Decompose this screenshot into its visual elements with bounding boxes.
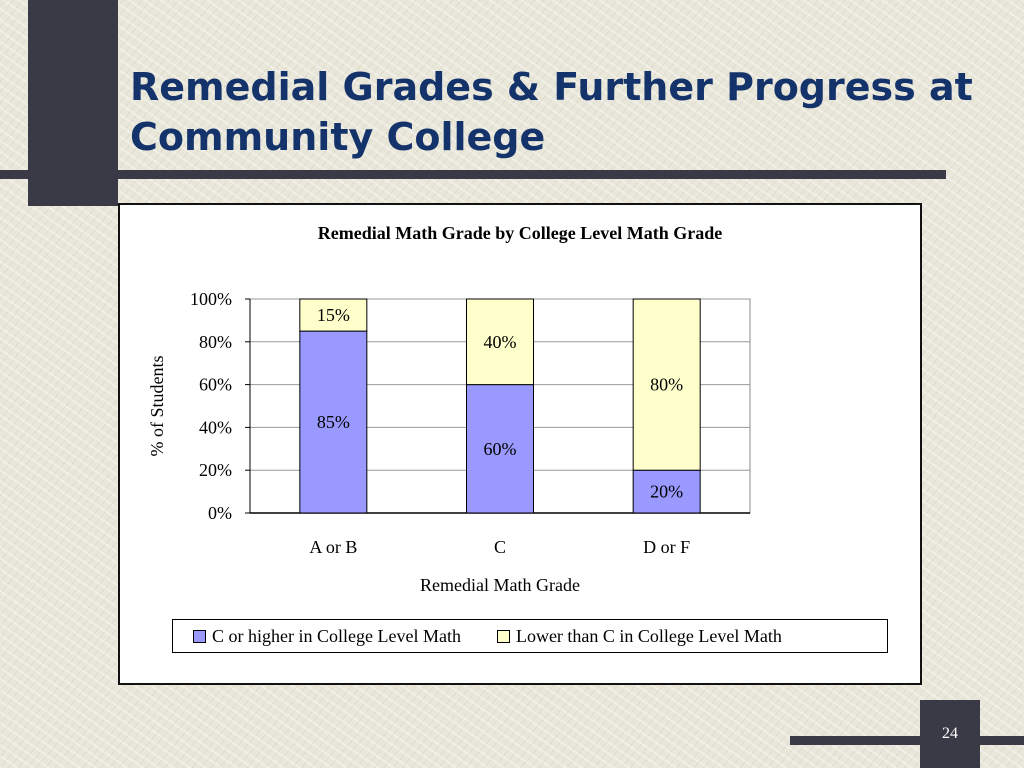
y-tick-label: 40% [199, 417, 232, 438]
page-number-box [920, 700, 980, 768]
bar-data-label: 40% [483, 331, 517, 352]
slide-title: Remedial Grades & Further Progress at Community College [130, 65, 973, 159]
x-tick-label: A or B [309, 537, 358, 557]
y-tick-label: 20% [199, 460, 232, 481]
bar-data-label: 20% [650, 481, 684, 502]
page-number: 24 [942, 725, 958, 742]
legend-item-higher [193, 626, 461, 647]
y-tick-label: 100% [190, 289, 232, 309]
legend-item-lower [497, 626, 782, 647]
chart-plot [120, 205, 920, 683]
legend-swatch-higher [193, 630, 206, 643]
title-divider [0, 170, 946, 179]
x-axis-title: Remedial Math Grade [420, 575, 580, 595]
bar-data-label: 60% [483, 438, 517, 459]
y-tick-label: 0% [208, 503, 232, 523]
footer-divider [790, 736, 1024, 745]
chart-title: Remedial Math Grade by College Level Math Grade [317, 223, 723, 243]
bar-data-label: 15% [316, 305, 350, 326]
bar-data-label: 80% [650, 374, 684, 395]
y-tick-label: 80% [199, 331, 232, 352]
legend-swatch-lower [497, 630, 510, 643]
x-tick-label: C [493, 537, 507, 557]
bar-data-label: 85% [316, 412, 350, 433]
y-axis-title: % of Students [147, 355, 167, 457]
chart-legend [172, 619, 888, 653]
legend-label-higher: C or higher in College Level Math [212, 625, 461, 646]
legend-label-lower: Lower than C in College Level Math [515, 625, 782, 646]
x-tick-label: D or F [643, 537, 691, 557]
y-tick-label: 60% [199, 374, 232, 395]
chart-panel [118, 203, 922, 685]
